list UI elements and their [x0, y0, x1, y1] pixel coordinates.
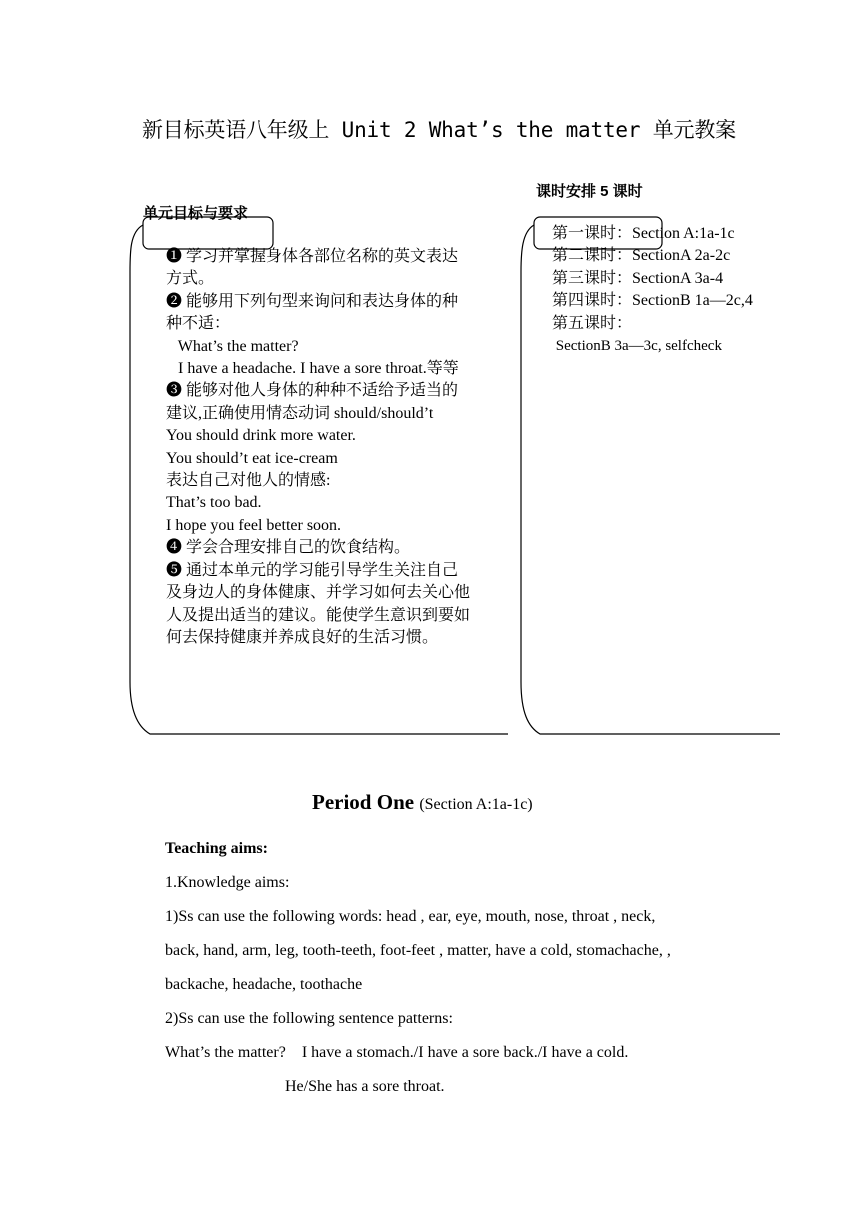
- goal-line: 表达自己对他人的情感:: [166, 472, 331, 490]
- body-line: back, hand, arm, leg, tooth-teeth, foot-feet , matter, have a cold, stomachache, ,: [165, 942, 671, 959]
- schedule-list: [552, 223, 753, 357]
- goal-line: 建议,正确使用情态动词 should/should’t: [166, 404, 434, 422]
- goal-line: 人及提出适当的建议。能使学生意识到要如: [166, 606, 471, 624]
- goal-line: 及身边人的身体健康、并学习如何去关心他: [166, 584, 471, 602]
- schedule-line: 第四课时：SectionB 1a—2c,4: [552, 292, 753, 310]
- body-line: What’s the matter? I have a stomach./I have a sore back./I have a cold.: [165, 1044, 629, 1061]
- body-line: backache, headache, toothache: [165, 976, 363, 993]
- goal-line: ❶ 学习并掌握身体各部位名称的英文表达: [166, 248, 459, 265]
- goal-line: ❺ 通过本单元的学习能引导学生关注自己: [166, 561, 459, 579]
- goal-line: That’s too bad.: [166, 494, 262, 512]
- goal-line: I have a headache. I have a sore throat.等等: [166, 360, 459, 378]
- goals-heading: 单元目标与要求: [143, 205, 249, 222]
- schedule-line: 第一课时：Section A:1a-1c: [552, 225, 735, 242]
- goal-line: You should’t eat ice-cream: [166, 449, 338, 467]
- period-title-main: Period One: [312, 790, 415, 814]
- goal-line: I hope you feel better soon.: [166, 516, 342, 534]
- goal-line: What’s the matter?: [166, 337, 299, 355]
- schedule-line: 第三课时：SectionA 3a-4: [552, 269, 724, 287]
- teaching-aims-heading: Teaching aims:: [165, 840, 268, 857]
- body-line: He/She has a sore throat.: [165, 1078, 445, 1095]
- schedule-heading: 课时安排 5 课时: [536, 183, 643, 200]
- goal-line: ❹ 学会合理安排自己的饮食结构。: [166, 539, 411, 557]
- goal-line: ❷ 能够用下列句型来询问和表达身体的种: [166, 292, 459, 310]
- goal-line: You should drink more water.: [166, 427, 356, 445]
- body-line: 2)Ss can use the following sentence patterns:: [165, 1010, 453, 1027]
- body-line: 1.Knowledge aims:: [165, 874, 290, 891]
- schedule-line: 第二课时：SectionA 2a-2c: [552, 247, 731, 265]
- period-title: [312, 790, 533, 815]
- period-body: [165, 832, 671, 1104]
- goal-line: 种不适：: [166, 315, 231, 333]
- goals-list: [166, 246, 470, 649]
- body-line: 1)Ss can use the following words: head , ear, eye, mouth, nose, throat , neck,: [165, 908, 656, 925]
- goal-line: ❸ 能够对他人身体的种种不适给予适当的: [166, 382, 459, 400]
- schedule-line: SectionB 3a—3c, selfcheck: [552, 338, 722, 355]
- document-title: 新目标英语八年级上 Unit 2 What’s the matter 单元教案: [142, 118, 736, 142]
- period-title-sub: (Section A:1a-1c): [419, 796, 533, 813]
- schedule-line: 第五课时：: [552, 314, 633, 332]
- goal-line: 方式。: [166, 270, 215, 288]
- goal-line: 何去保持健康并养成良好的生活习惯。: [166, 628, 439, 646]
